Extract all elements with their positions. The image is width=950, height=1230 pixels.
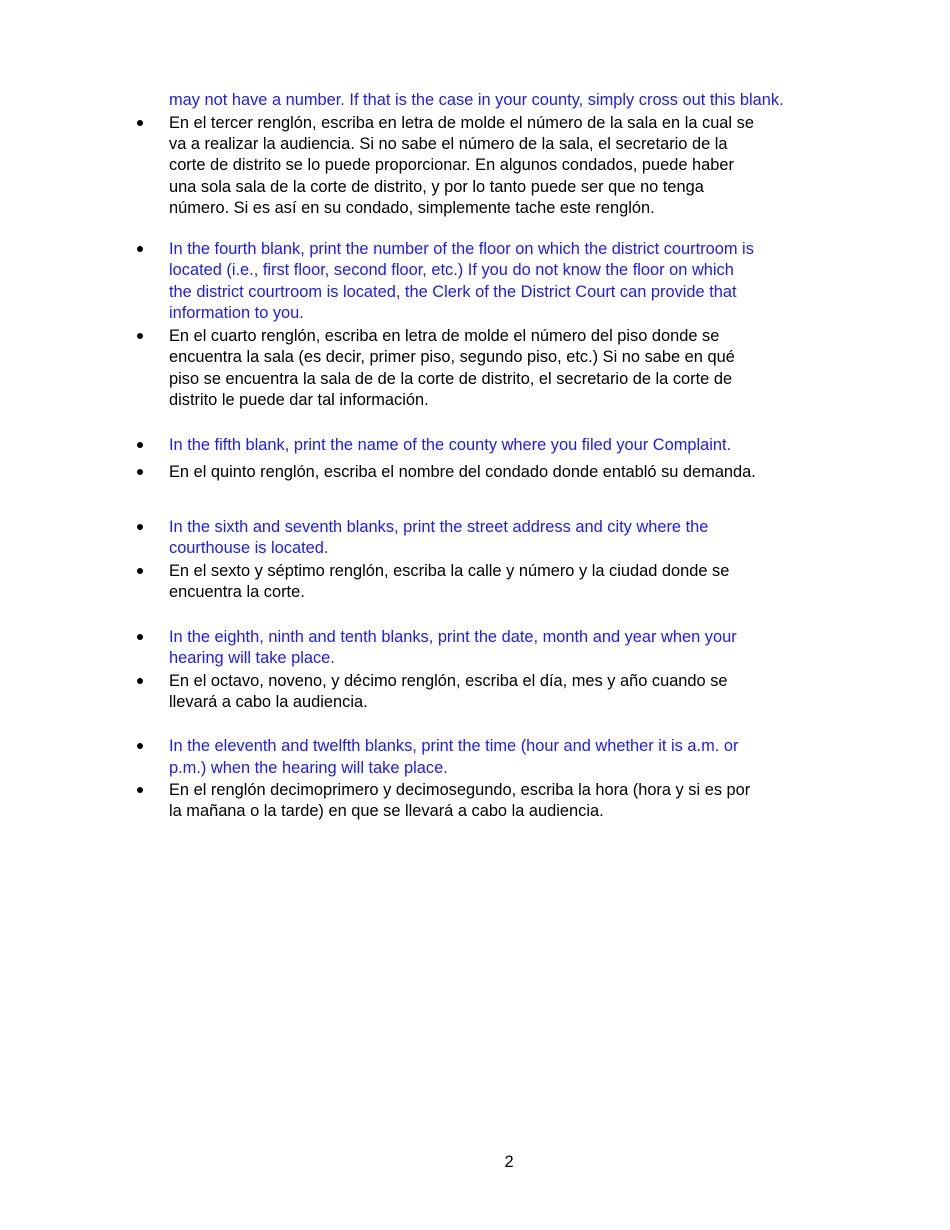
item-line: In the fifth blank, print the name of the county where you filed your Complaint. [169,436,732,454]
item-line: distrito le puede dar tal información. [169,391,429,409]
bullet-icon [136,787,144,795]
page-number: 2 [504,1153,514,1171]
item-line: located (i.e., first floor, second floor, etc.) If you do not know the floor on which [169,261,734,279]
item-line: In the sixth and seventh blanks, print the street address and city where the [169,518,709,536]
item-line: piso se encuentra la sala de de la corte de distrito, el secretario de la corte de [169,370,733,388]
bullet-icon [136,678,144,686]
intro-continuation-line: may not have a number. If that is the case in your county, simply cross out this blank. [169,91,784,109]
item-line: En el renglón decimoprimero y decimosegundo, escriba la hora (hora y si es por [169,781,751,799]
item-line: In the fourth blank, print the number of the floor on which the district courtroom is [169,240,754,258]
item-line: courthouse is located. [169,539,329,557]
bullet-icon [136,524,144,532]
item-line: In the eleventh and twelfth blanks, print the time (hour and whether it is a.m. or [169,737,739,755]
item-line: una sola sala de la corte de distrito, y por lo tanto puede ser que no tenga [169,178,704,196]
item-line: p.m.) when the hearing will take place. [169,759,448,777]
item-line: corte de distrito se lo puede proporcionar. En algunos condados, puede haber [169,156,734,174]
bullet-icon [136,442,144,450]
bullet-icon [136,568,144,576]
bullet-icon [136,120,144,128]
item-line: En el cuarto renglón, escriba en letra de molde el número del piso donde se [169,327,720,345]
item-line: número. Si es así en su condado, simplemente tache este renglón. [169,199,655,217]
bullet-icon [136,469,144,477]
bullet-icon [136,743,144,751]
item-line: va a realizar la audiencia. Si no sabe el número de la sala, el secretario de la [169,135,728,153]
bullet-icon [136,333,144,341]
item-line: information to you. [169,304,304,322]
item-line: In the eighth, ninth and tenth blanks, print the date, month and year when your [169,628,737,646]
item-line: encuentra la sala (es decir, primer piso, segundo piso, etc.) Si no sabe en qué [169,348,735,366]
item-line: llevará a cabo la audiencia. [169,693,368,711]
item-line: la mañana o la tarde) en que se llevará a cabo la audiencia. [169,802,604,820]
bullet-icon [136,246,144,254]
item-line: En el quinto renglón, escriba el nombre del condado donde entabló su demanda. [169,463,756,481]
item-line: En el tercer renglón, escriba en letra de molde el número de la sala en la cual se [169,114,754,132]
item-line: the district courtroom is located, the Clerk of the District Court can provide that [169,283,737,301]
item-line: encuentra la corte. [169,583,305,601]
item-line: hearing will take place. [169,649,335,667]
item-line: En el octavo, noveno, y décimo renglón, escriba el día, mes y año cuando se [169,672,728,690]
item-line: En el sexto y séptimo renglón, escriba la calle y número y la ciudad donde se [169,562,730,580]
bullet-icon [136,634,144,642]
